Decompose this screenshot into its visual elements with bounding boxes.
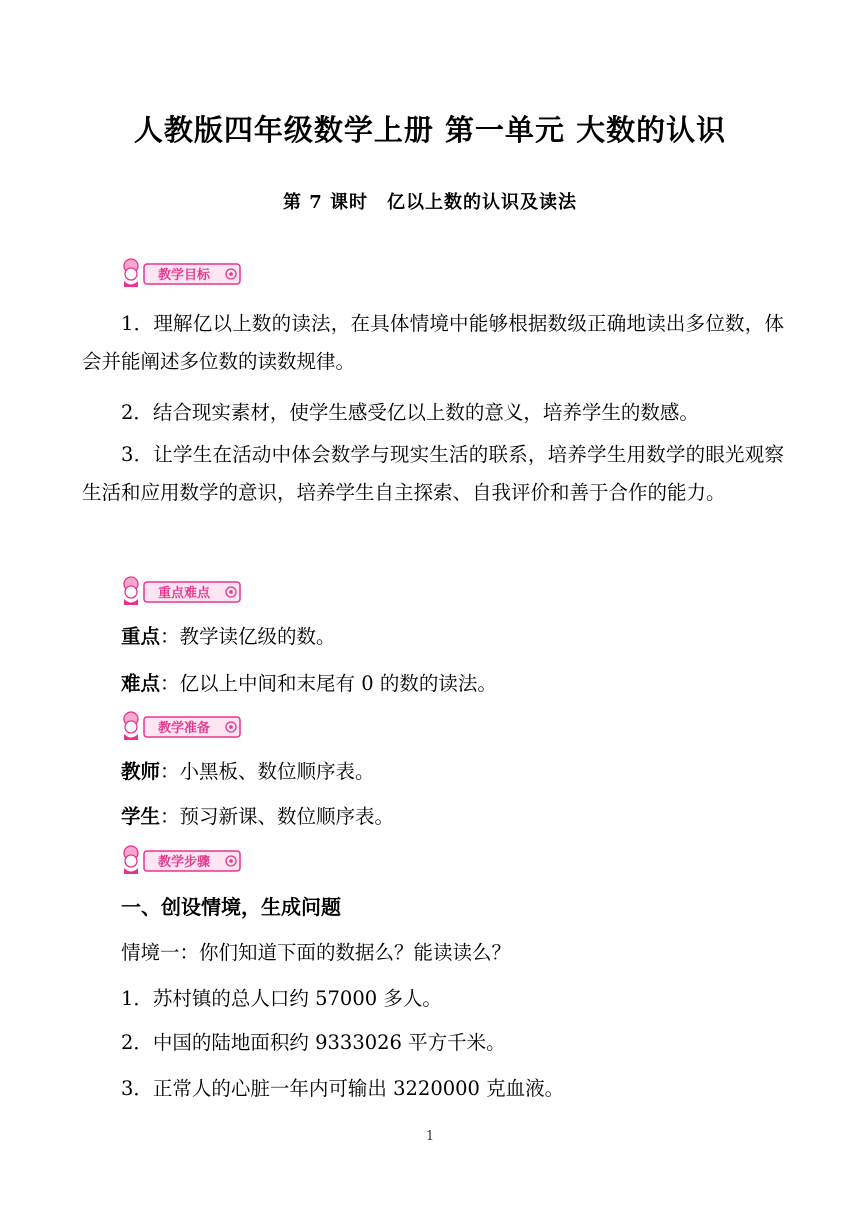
scenario-line: 情境一：你们知道下面的数据么？能读读么？ <box>121 941 512 964</box>
objective-2: 2．结合现实素材，使学生感受亿以上数的意义，培养学生的数感。 <box>121 401 699 424</box>
student-label: 学生 <box>121 805 161 828</box>
step-item-1: 1．苏村镇的总人口约 57000 多人。 <box>121 987 442 1010</box>
student-text: ：预习新课、数位顺序表。 <box>160 805 395 828</box>
badge-label: 教学目标 <box>157 268 211 283</box>
girl-badge-icon <box>118 574 244 608</box>
lesson-subtitle: 第 7 课时 亿以上数的认识及读法 <box>282 192 578 213</box>
teacher-label: 教师 <box>121 760 161 783</box>
girl-badge-icon <box>118 709 244 743</box>
focus-label: 重点 <box>121 625 161 648</box>
step-item-2: 2．中国的陆地面积约 9333026 平方千米。 <box>121 1031 506 1054</box>
student-prep-line <box>121 805 394 829</box>
section-heading: 一、创设情境，生成问题 <box>121 895 341 919</box>
section-badge-objectives <box>118 256 244 290</box>
girl-badge-icon <box>118 843 244 877</box>
badge-label: 重点难点 <box>157 586 211 601</box>
teacher-text: ：小黑板、数位顺序表。 <box>160 760 375 783</box>
objective-1: 1．理解亿以上数的读法，在具体情境中能够根据数级正确地读出多位数，体会并能阐述多位数的读数规律。 <box>82 312 784 373</box>
step-item-3: 3．正常人的心脏一年内可输出 3220000 克血液。 <box>121 1077 565 1100</box>
section-badge-key-points <box>118 574 244 608</box>
section-badge-steps <box>118 843 244 877</box>
focus-text: ：教学读亿级的数。 <box>160 625 336 648</box>
difficulty-text: ：亿以上中间和末尾有 0 的数的读法。 <box>160 672 497 695</box>
teacher-prep-line <box>121 760 375 784</box>
section-badge-preparation <box>118 709 244 743</box>
difficulty-line <box>121 672 497 696</box>
badge-label: 教学准备 <box>157 721 211 736</box>
objective-3: 3．让学生在活动中体会数学与现实生活的联系，培养学生用数学的眼光观察生活和应用数学的意识，培养学生自主探索、自我评价和善于合作的能力。 <box>82 443 784 504</box>
difficulty-label: 难点 <box>121 672 161 695</box>
badge-label: 教学步骤 <box>157 855 211 870</box>
page-number: 1 <box>425 1129 435 1144</box>
document-title: 人教版四年级数学上册 第一单元 大数的认识 <box>133 113 727 147</box>
girl-badge-icon <box>118 256 244 290</box>
focus-line <box>121 625 336 649</box>
